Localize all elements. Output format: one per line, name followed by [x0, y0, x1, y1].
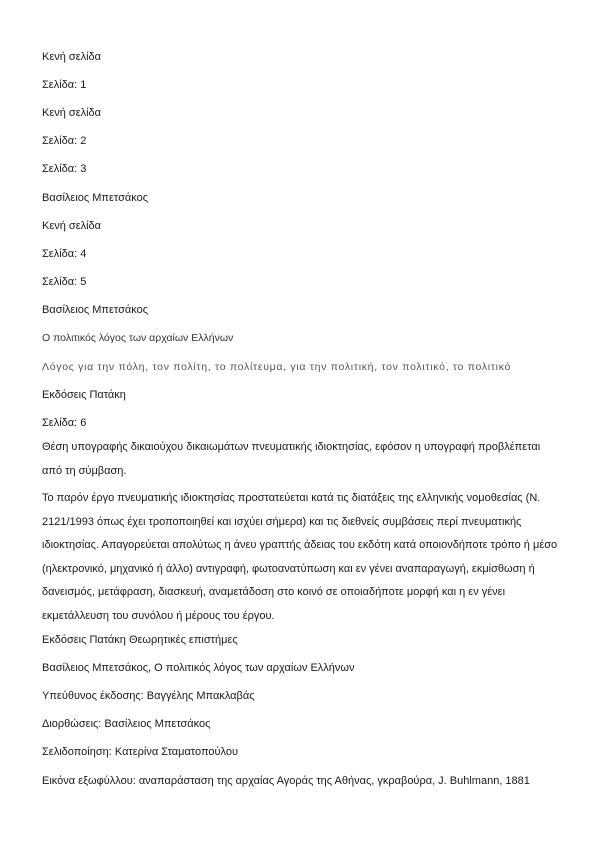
author-name: Βασίλειος Μπετσάκος [42, 192, 149, 204]
book-subtitle: Λόγος για την πόλη, τον πολίτη, το πολίτευμα, για την πολιτική, τον πολιτικό, το πολιτικό [42, 361, 512, 373]
book-credit: Βασίλειος Μπετσάκος, Ο πολιτικός λόγος των αρχαίων Ελλήνων [42, 662, 355, 674]
page-number-label: Σελίδα: 4 [42, 248, 87, 260]
page-number-label: Σελίδα: 2 [42, 135, 87, 147]
page-number-label: Σελίδα: 6 [42, 417, 87, 429]
cover-credit: Εικόνα εξωφύλλου: αναπαράσταση της αρχαίας Αγοράς της Αθήνας, γκραβούρα, J. Buhlmann, 1881 [42, 775, 530, 787]
page-number-label: Σελίδα: 3 [42, 163, 87, 175]
publisher-name: Εκδόσεις Πατάκη [42, 389, 126, 401]
proofreading-credit: Διορθώσεις: Βασίλειος Μπετσάκος [42, 718, 211, 730]
page-number-label: Σελίδα: 1 [42, 79, 87, 91]
author-name: Βασίλειος Μπετσάκος [42, 304, 149, 316]
series-credit: Εκδόσεις Πατάκη Θεωρητικές επιστήμες [42, 634, 238, 646]
page-number-label: Σελίδα: 5 [42, 276, 87, 288]
signature-note: Θέση υπογραφής δικαιούχου δικαιωμάτων πνευματικής ιδιοκτησίας, εφόσον η υπογραφή προβλέπεται από τη σύμβαση. [42, 441, 541, 477]
copyright-notice: Το παρόν έργο πνευματικής ιδιοκτησίας προστατεύεται κατά τις διατάξεις της ελληνικής νομοθεσίας (Ν. 2121/1993 όπως έχει τροποποιηθεί και ισχύει σήμερα) και τις διεθνείς συμβάσεις περί πνευματικής ιδιοκτησίας. Απαγορεύεται απολύτως η άνευ γραπτής άδειας του εκδότη κατά οποιονδήποτε τρόπο ή μέσο (ηλεκτρονικό, μηχανικό ή άλλο) αντιγραφή, φωτοανατύπωση και εν γένει αναπαραγωγή, εκμίσθωση ή δανεισμός, μετάφραση, διασκευή, αναμετάδοση στο κοινό σε οποιαδήποτε μορφή και η εν γένει εκμετάλλευση του συνόλου ή μέρους του έργου. [42, 492, 558, 622]
editor-credit: Υπεύθυνος έκδοσης: Βαγγέλης Μπακλαβάς [42, 690, 255, 702]
book-title: Ο πολιτικός λόγος των αρχαίων Ελλήνων [42, 332, 234, 344]
blank-page-label: Κενή σελίδα [42, 220, 102, 232]
blank-page-label: Κενή σελίδα [42, 51, 102, 63]
blank-page-label: Κενή σελίδα [42, 107, 102, 119]
layout-credit: Σελιδοποίηση: Κατερίνα Σταματοπούλου [42, 746, 238, 758]
